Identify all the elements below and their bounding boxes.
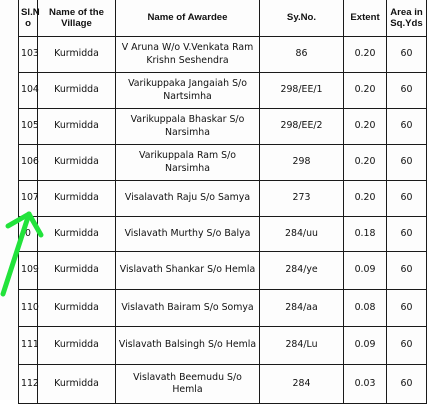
table-row: [19, 290, 427, 327]
cell-extent: 0.09: [344, 252, 387, 290]
cell-area: 60: [387, 290, 427, 327]
cell-area: 60: [387, 37, 427, 73]
header-village: Name of the Village: [38, 0, 116, 37]
cell-village: Kurmidda: [38, 217, 116, 252]
cell-awardee: Visalavath Raju S/o Samya: [116, 181, 260, 217]
cell-area: 60: [387, 217, 427, 252]
cell-sy-no: 284/uu: [260, 217, 344, 252]
cell-area: 60: [387, 109, 427, 145]
cell-sy-no: 284: [260, 365, 344, 404]
header-area: Area in Sq.Yds: [387, 0, 427, 37]
cell-extent: 0.20: [344, 145, 387, 181]
cell-village: Kurmidda: [38, 109, 116, 145]
cell-village: Kurmidda: [38, 145, 116, 181]
cell-sy-no: 284/Lu: [260, 327, 344, 365]
cell-sy-no: 273: [260, 181, 344, 217]
table-row: [19, 109, 427, 145]
cell-awardee: Varikuppala Ram S/o Narsimha: [116, 145, 260, 181]
cell-awardee: Vislavath Shankar S/o Hemla: [116, 252, 260, 290]
cell-area: 60: [387, 181, 427, 217]
cell-extent: 0.20: [344, 73, 387, 109]
cell-sy-no: 298/EE/2: [260, 109, 344, 145]
table-row: [19, 217, 427, 252]
cell-awardee: V Aruna W/o V.Venkata Ram Krishn Seshendra: [116, 37, 260, 73]
cell-extent: 0.18: [344, 217, 387, 252]
cell-village: Kurmidda: [38, 37, 116, 73]
cell-village: Kurmidda: [38, 365, 116, 404]
cell-extent: 0.20: [344, 109, 387, 145]
cell-extent: 0.20: [344, 37, 387, 73]
cell-awardee: Vislavath Balsingh S/o Hemla: [116, 327, 260, 365]
cell-area: 60: [387, 73, 427, 109]
awardee-table: [18, 0, 427, 404]
cell-area: 60: [387, 252, 427, 290]
table-row: [19, 181, 427, 217]
cell-area: 60: [387, 327, 427, 365]
cell-sl-no: 112: [19, 365, 38, 404]
cell-village: Kurmidda: [38, 73, 116, 109]
cell-sl-no: 0: [19, 217, 38, 252]
cell-sl-no: 104: [19, 73, 38, 109]
cell-extent: 0.20: [344, 181, 387, 217]
cell-awardee: Vislavath Beemudu S/o Hemla: [116, 365, 260, 404]
cell-sy-no: 298: [260, 145, 344, 181]
table-row: [19, 365, 427, 404]
cell-sl-no: 103: [19, 37, 38, 73]
cell-awardee: Varikuppaka Jangaiah S/o Nartsimha: [116, 73, 260, 109]
table-row: [19, 73, 427, 109]
cell-extent: 0.03: [344, 365, 387, 404]
cell-sl-no: 105: [19, 109, 38, 145]
cell-sy-no: 284/ye: [260, 252, 344, 290]
cell-extent: 0.08: [344, 290, 387, 327]
cell-awardee: Varikuppala Bhaskar S/o Narsimha: [116, 109, 260, 145]
cell-village: Kurmidda: [38, 290, 116, 327]
cell-sl-no: 107: [19, 181, 38, 217]
cell-awardee: Vislavath Murthy S/o Balya: [116, 217, 260, 252]
header-awardee: Name of Awardee: [116, 0, 260, 37]
table-header-row: [19, 0, 427, 37]
table-row: [19, 252, 427, 290]
cell-awardee: Vislavath Bairam S/o Somya: [116, 290, 260, 327]
cell-sy-no: 298/EE/1: [260, 73, 344, 109]
table-row: [19, 327, 427, 365]
cell-sy-no: 284/aa: [260, 290, 344, 327]
cell-village: Kurmidda: [38, 252, 116, 290]
table-row: [19, 145, 427, 181]
header-sl-no: Sl.N o: [19, 0, 38, 37]
cell-sl-no: 111: [19, 327, 38, 365]
cell-sl-no: 110: [19, 290, 38, 327]
cell-village: Kurmidda: [38, 327, 116, 365]
cell-sy-no: 86: [260, 37, 344, 73]
cell-sl-no: 109: [19, 252, 38, 290]
table-row: [19, 37, 427, 73]
cell-area: 60: [387, 365, 427, 404]
cell-area: 60: [387, 145, 427, 181]
cell-sl-no: 106: [19, 145, 38, 181]
header-extent: Extent: [344, 0, 387, 37]
header-sy-no: Sy.No.: [260, 0, 344, 37]
cell-extent: 0.09: [344, 327, 387, 365]
cell-village: Kurmidda: [38, 181, 116, 217]
